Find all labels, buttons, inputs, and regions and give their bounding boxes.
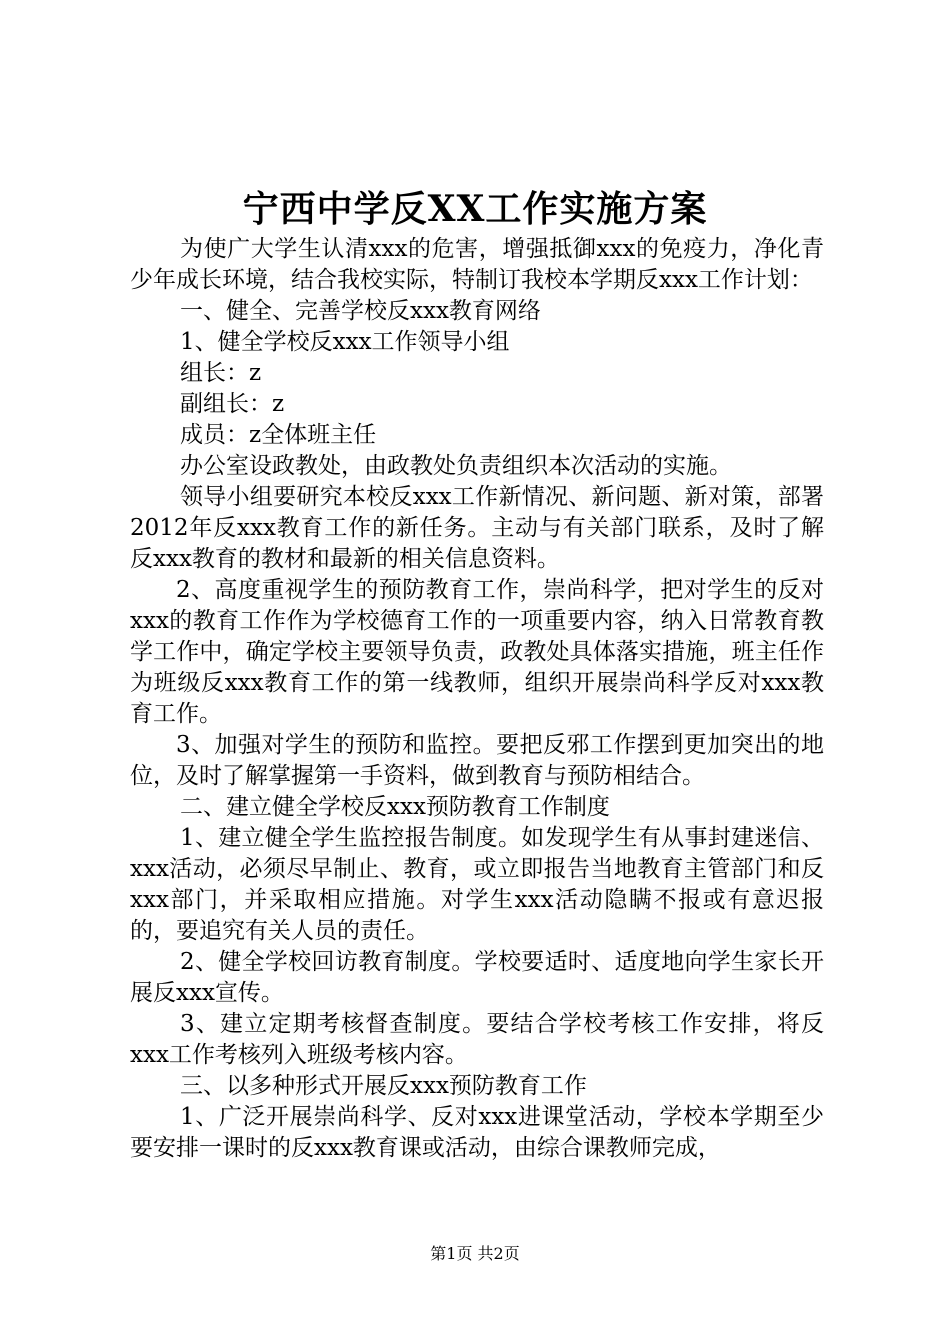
- deputy-leader-line: 副组长：z: [180, 391, 285, 417]
- members-line: 成员：z全体班主任: [180, 422, 377, 448]
- paragraph-leadership: 领导小组要研究本校反xxx工作新情况、新问题、新对策，部署2012年反xxx教育工作的新任务。主动与有关部门联系，及时了解反xxx教育的教材和最新的相关信息资料。: [130, 484, 824, 572]
- subsection-2-2: 2、健全学校回访教育制度。学校要适时、适度地向学生家长开展反xxx宣传。: [130, 949, 824, 1006]
- subsection-2-1: 1、建立健全学生监控报告制度。如发现学生有从事封建迷信、xxx活动，必须尽早制止、教育，或立即报告当地教育主管部门和反xxx部门，并采取相应措施。对学生xxx活动隐瞒不报或有意迟报的，要追究有关人员的责任。: [130, 825, 824, 944]
- subsection-1-1: 1、健全学校反xxx工作领导小组: [180, 329, 510, 355]
- section-heading-2: 二、建立健全学校反xxx预防教育工作制度: [180, 794, 610, 820]
- document-body: [130, 234, 824, 1164]
- subsection-3-1: 1、广泛开展崇尚科学、反对xxx进课堂活动，学校本学期至少要安排一课时的反xxx教育课或活动，由综合课教师完成，: [130, 1104, 824, 1161]
- section-heading-3: 三、以多种形式开展反xxx预防教育工作: [180, 1073, 587, 1099]
- paragraph-intro: 为使广大学生认清xxx的危害，增强抵御xxx的免疫力，净化青少年成长环境，结合我校实际，特制订我校本学期反xxx工作计划：: [130, 236, 824, 293]
- leader-line: 组长：z: [180, 360, 262, 386]
- subsection-1-3: 3、加强对学生的预防和监控。要把反邪工作摆到更加突出的地位，及时了解掌握第一手资料，做到教育与预防相结合。: [130, 732, 824, 789]
- office-line: 办公室设政教处，由政教处负责组织本次活动的实施。: [180, 453, 732, 479]
- document-title: 宁西中学反XX工作实施方案: [242, 188, 708, 230]
- subsection-2-3: 3、建立定期考核督查制度。要结合学校考核工作安排，将反xxx工作考核列入班级考核内容。: [130, 1011, 824, 1068]
- page-footer: 第1页 共2页: [430, 1244, 520, 1263]
- subsection-1-2: 2、高度重视学生的预防教育工作，崇尚科学，把对学生的反对xxx的教育工作作为学校德育工作的一项重要内容，纳入日常教育教学工作中，确定学校主要领导负责，政教处具体落实措施，班主任作为班级反xxx教育工作的第一线教师，组织开展崇尚科学反对xxx教育工作。: [130, 577, 824, 727]
- section-heading-1: 一、健全、完善学校反xxx教育网络: [180, 298, 541, 324]
